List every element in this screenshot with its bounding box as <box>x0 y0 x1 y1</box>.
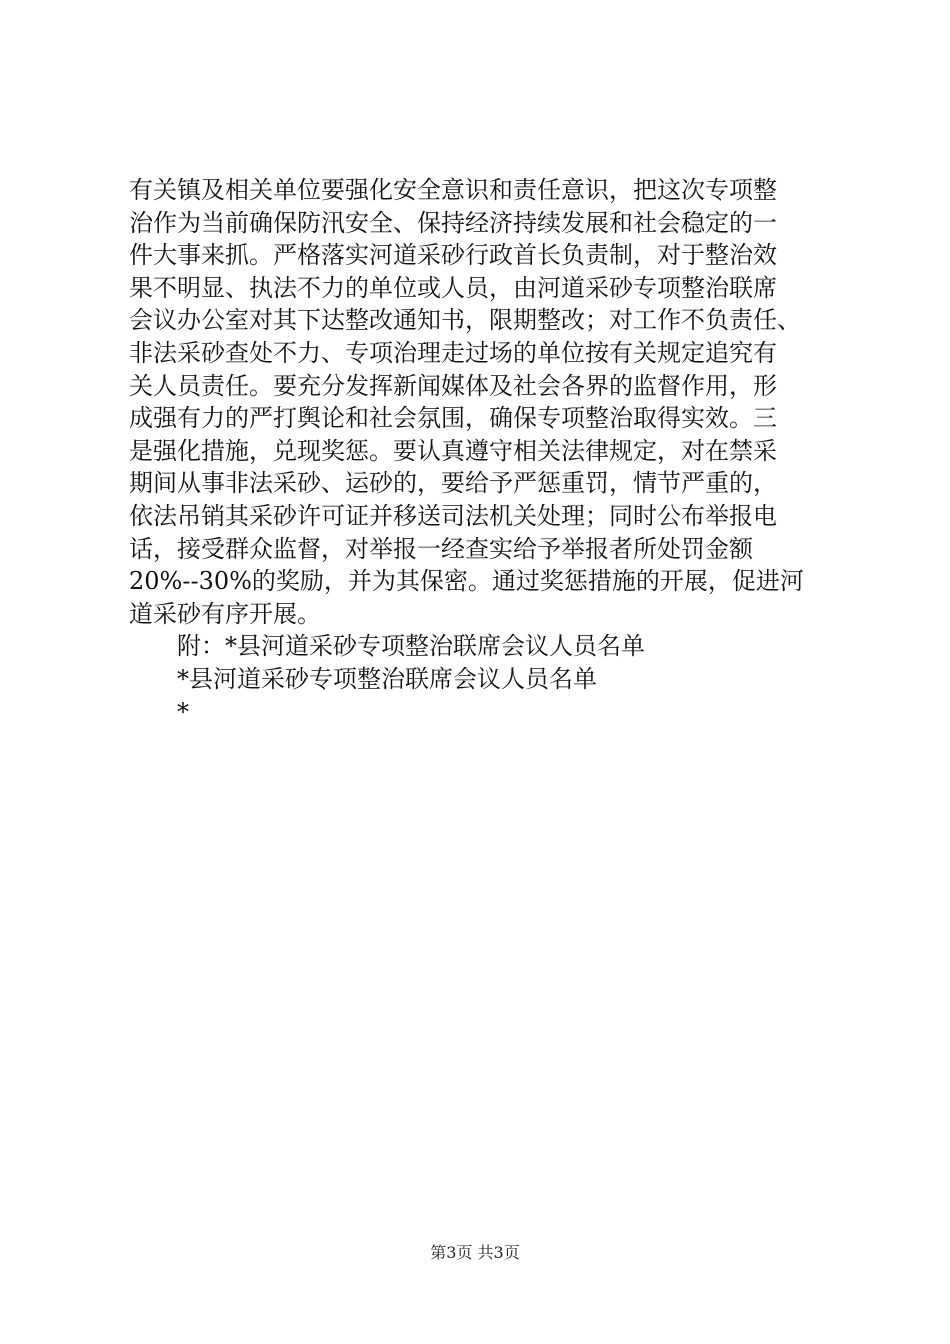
paragraph-line: 成强有力的严打舆论和社会氛围，确保专项整治取得实效。三 <box>129 404 777 433</box>
document-body <box>129 174 849 728</box>
attachment-item: * <box>177 697 189 726</box>
paragraph-line: 件大事来抓。严格落实河道采砂行政首长负责制，对于整治效 <box>129 241 777 270</box>
attachment-heading: 附：*县河道采砂专项整治联席会议人员名单 <box>177 632 645 661</box>
paragraph-line: 果不明显、执法不力的单位或人员，由河道采砂专项整治联席 <box>129 273 777 302</box>
paragraph-line: 期间从事非法采砂、运砂的，要给予严惩重罚，情节严重的， <box>129 469 777 498</box>
paragraph-line: 话，接受群众监督，对举报一经查实给予举报者所处罚金额 <box>129 534 753 563</box>
paragraph-line: 依法吊销其采砂许可证并移送司法机关处理；同时公布举报电 <box>129 501 777 530</box>
page-footer <box>0 1243 950 1263</box>
page-number: 第3页 共3页 <box>430 1243 520 1262</box>
paragraph-line: 有关镇及相关单位要强化安全意识和责任意识，把这次专项整 <box>129 176 777 204</box>
paragraph-line: 会议办公室对其下达整改通知书，限期整改；对工作不负责任、 <box>129 306 801 335</box>
paragraph-line: 治作为当前确保防汛安全、保持经济持续发展和社会稳定的一 <box>129 208 777 237</box>
paragraph-line: 20%--30%的奖励，并为其保密。通过奖惩措施的开展，促进河 <box>129 567 804 596</box>
paragraph-line: 是强化措施，兑现奖惩。要认真遵守相关法律规定，对在禁采 <box>129 436 777 465</box>
paragraph-line: 非法采砂查处不力、专项治理走过场的单位按有关规定追究有 <box>129 338 777 367</box>
attachment-item: *县河道采砂专项整治联席会议人员名单 <box>177 664 597 693</box>
paragraph-line: 关人员责任。要充分发挥新闻媒体及社会各界的监督作用，形 <box>129 371 777 400</box>
paragraph-line: 道采砂有序开展。 <box>129 599 321 628</box>
